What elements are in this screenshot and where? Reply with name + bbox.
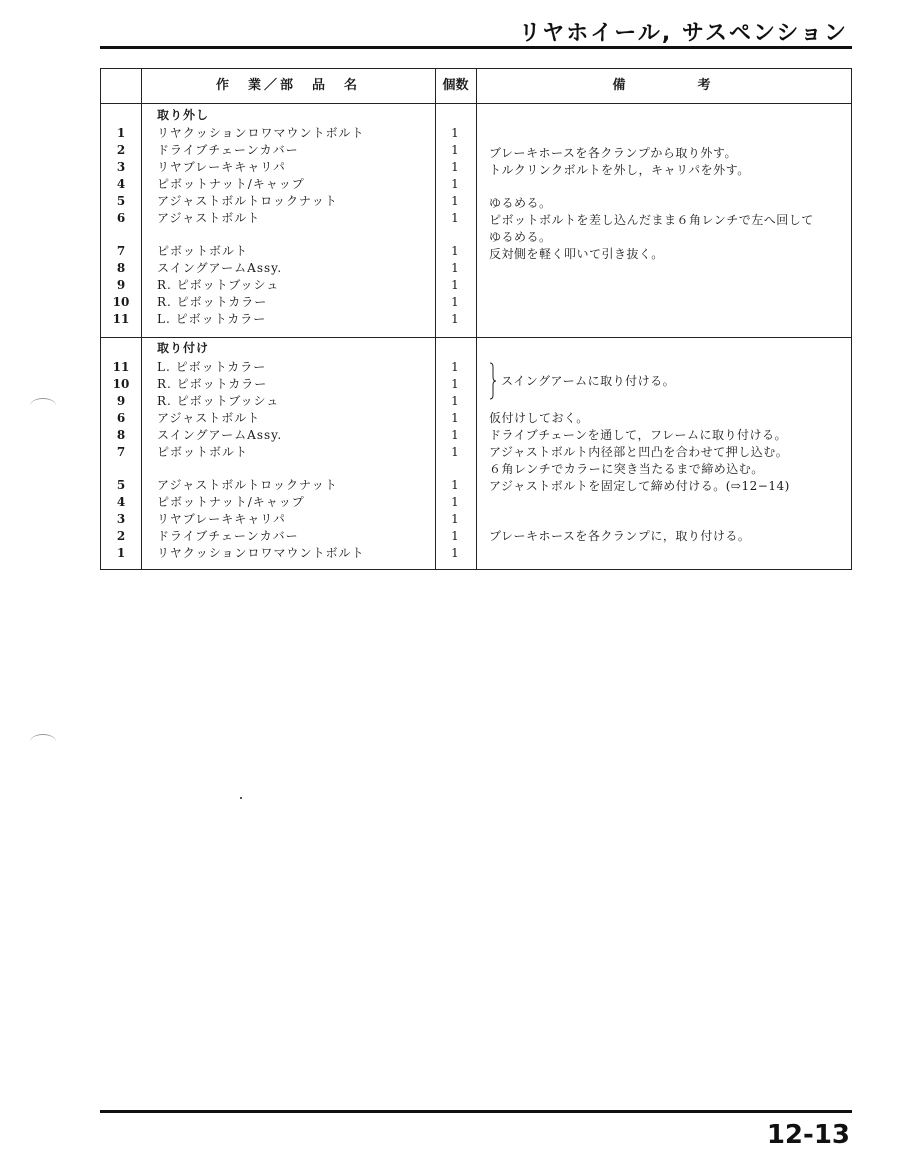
header-quantity: 個数 [442, 78, 469, 93]
remark-text: トルクリンクボルトを外し，キャリパを外す。 [489, 163, 750, 177]
part-name: アジャストボルト [157, 211, 261, 225]
brace-icon [489, 362, 496, 400]
step-number: 8 [116, 428, 126, 442]
part-name: リヤブレーキキャリパ [157, 512, 286, 526]
step-number: 3 [116, 160, 126, 174]
part-name: ピボットボルト [157, 244, 249, 258]
quantity: 1 [451, 143, 459, 157]
part-name: ピボットボルト [157, 445, 249, 459]
table-row [101, 511, 851, 528]
step-number: 9 [116, 394, 126, 408]
part-name: R. ピボットカラー [157, 377, 268, 391]
step-number: 1 [116, 546, 126, 560]
quantity: 1 [451, 546, 459, 560]
part-name: L. ピボットカラー [157, 360, 267, 374]
quantity: 1 [451, 445, 459, 459]
remark-text: ブレーキホースを各クランプから取り外す。 [489, 146, 737, 160]
quantity: 1 [451, 360, 459, 374]
quantity: 1 [451, 278, 459, 292]
remark-text: ６角レンチでカラーに突き当たるまで締め込む。 [489, 462, 764, 476]
step-number: 10 [112, 295, 130, 309]
header-remarks: 備 考 [612, 78, 715, 93]
part-name: アジャストボルトロックナット [157, 478, 338, 492]
header-rule [100, 46, 852, 49]
part-name: リヤブレーキキャリパ [157, 160, 286, 174]
scan-speck [240, 797, 242, 799]
step-number: 1 [116, 126, 126, 140]
removal-section [101, 69, 851, 337]
step-number: 9 [116, 278, 126, 292]
quantity: 1 [451, 194, 459, 208]
part-name: アジャストボルトロックナット [157, 194, 338, 208]
remark-text: アジャストボルトを固定して締め付ける。(⇨12−14) [489, 479, 790, 493]
quantity: 1 [451, 377, 459, 391]
footer-rule [100, 1110, 852, 1113]
remark-text: 反対側を軽く叩いて引き抜く。 [489, 247, 664, 261]
part-name: L. ピボットカラー [157, 312, 267, 326]
table-row [101, 243, 851, 260]
quantity: 1 [451, 512, 459, 526]
page-number: 12-13 [766, 1120, 850, 1150]
table-row [101, 494, 851, 511]
part-name: R. ピボットブッシュ [157, 394, 280, 408]
header-work-parts: 作 業／部 品 名 [215, 78, 360, 93]
remark-text: ゆるめる。 [489, 230, 552, 244]
step-number: 6 [116, 411, 126, 425]
part-name: R. ピボットカラー [157, 295, 268, 309]
step-number: 8 [116, 261, 126, 275]
step-number: 4 [116, 177, 126, 191]
table-row [101, 193, 851, 210]
quantity: 1 [451, 126, 459, 140]
table-row [101, 410, 851, 427]
step-number: 2 [116, 143, 126, 157]
section-title: 取り外し [157, 108, 210, 122]
quantity: 1 [451, 160, 459, 174]
quantity: 1 [451, 428, 459, 442]
quantity: 1 [451, 295, 459, 309]
step-number: 2 [116, 529, 126, 543]
quantity: 1 [451, 394, 459, 408]
step-number: 11 [112, 312, 130, 326]
table-row [101, 294, 851, 311]
procedure-table [100, 68, 852, 570]
step-number: 3 [116, 512, 126, 526]
quantity: 1 [451, 312, 459, 326]
part-name: リヤクッションロワマウントボルト [157, 546, 365, 560]
step-number: 10 [112, 377, 130, 391]
remark-text: ピボットボルトを差し込んだまま６角レンチで左へ回して [489, 213, 814, 227]
remark-text: ゆるめる。 [489, 196, 552, 210]
page-title: リヤホイール, サスペンション [518, 21, 848, 46]
remark-text: ドライブチェーンを通して，フレームに取り付ける。 [489, 428, 787, 442]
part-name: アジャストボルト [157, 411, 261, 425]
quantity: 1 [451, 529, 459, 543]
part-name: ドライブチェーンカバー [157, 529, 299, 543]
table-row [101, 545, 851, 562]
part-name: スイングアームAssy. [157, 261, 283, 275]
quantity: 1 [451, 411, 459, 425]
remark-text: 仮付けしておく。 [489, 411, 589, 425]
punch-hole-mark [30, 398, 56, 413]
step-number: 6 [116, 211, 126, 225]
table-row [101, 142, 851, 159]
table-row [101, 260, 851, 277]
part-name: ピボットナット/キャップ [157, 177, 305, 191]
part-name: リヤクッションロワマウントボルト [157, 126, 365, 140]
part-name: R. ピボットブッシュ [157, 278, 280, 292]
part-name: ドライブチェーンカバー [157, 143, 299, 157]
installation-section [101, 337, 851, 569]
quantity: 1 [451, 478, 459, 492]
quantity: 1 [451, 495, 459, 509]
quantity: 1 [451, 244, 459, 258]
remark-text: アジャストボルト内径部と凹凸を合わせて押し込む。 [489, 445, 789, 459]
table-row [101, 311, 851, 328]
step-number: 5 [116, 478, 126, 492]
quantity: 1 [451, 177, 459, 191]
part-name: スイングアームAssy. [157, 428, 283, 442]
section-title: 取り付け [157, 341, 210, 355]
table-row [101, 376, 851, 393]
punch-hole-mark [30, 734, 56, 749]
step-number: 4 [116, 495, 126, 509]
table-row [101, 359, 851, 376]
quantity: 1 [451, 211, 459, 225]
remark-text: ブレーキホースを各クランプに，取り付ける。 [489, 529, 751, 543]
table-row [101, 125, 851, 142]
part-name: ピボットナット/キャップ [157, 495, 305, 509]
remark-text: スイングアームに取り付ける。 [501, 374, 676, 388]
step-number: 5 [116, 194, 126, 208]
step-number: 11 [112, 360, 130, 374]
quantity: 1 [451, 261, 459, 275]
table-row [101, 277, 851, 294]
table-row [101, 393, 851, 410]
step-number: 7 [116, 244, 126, 258]
step-number: 7 [116, 445, 126, 459]
